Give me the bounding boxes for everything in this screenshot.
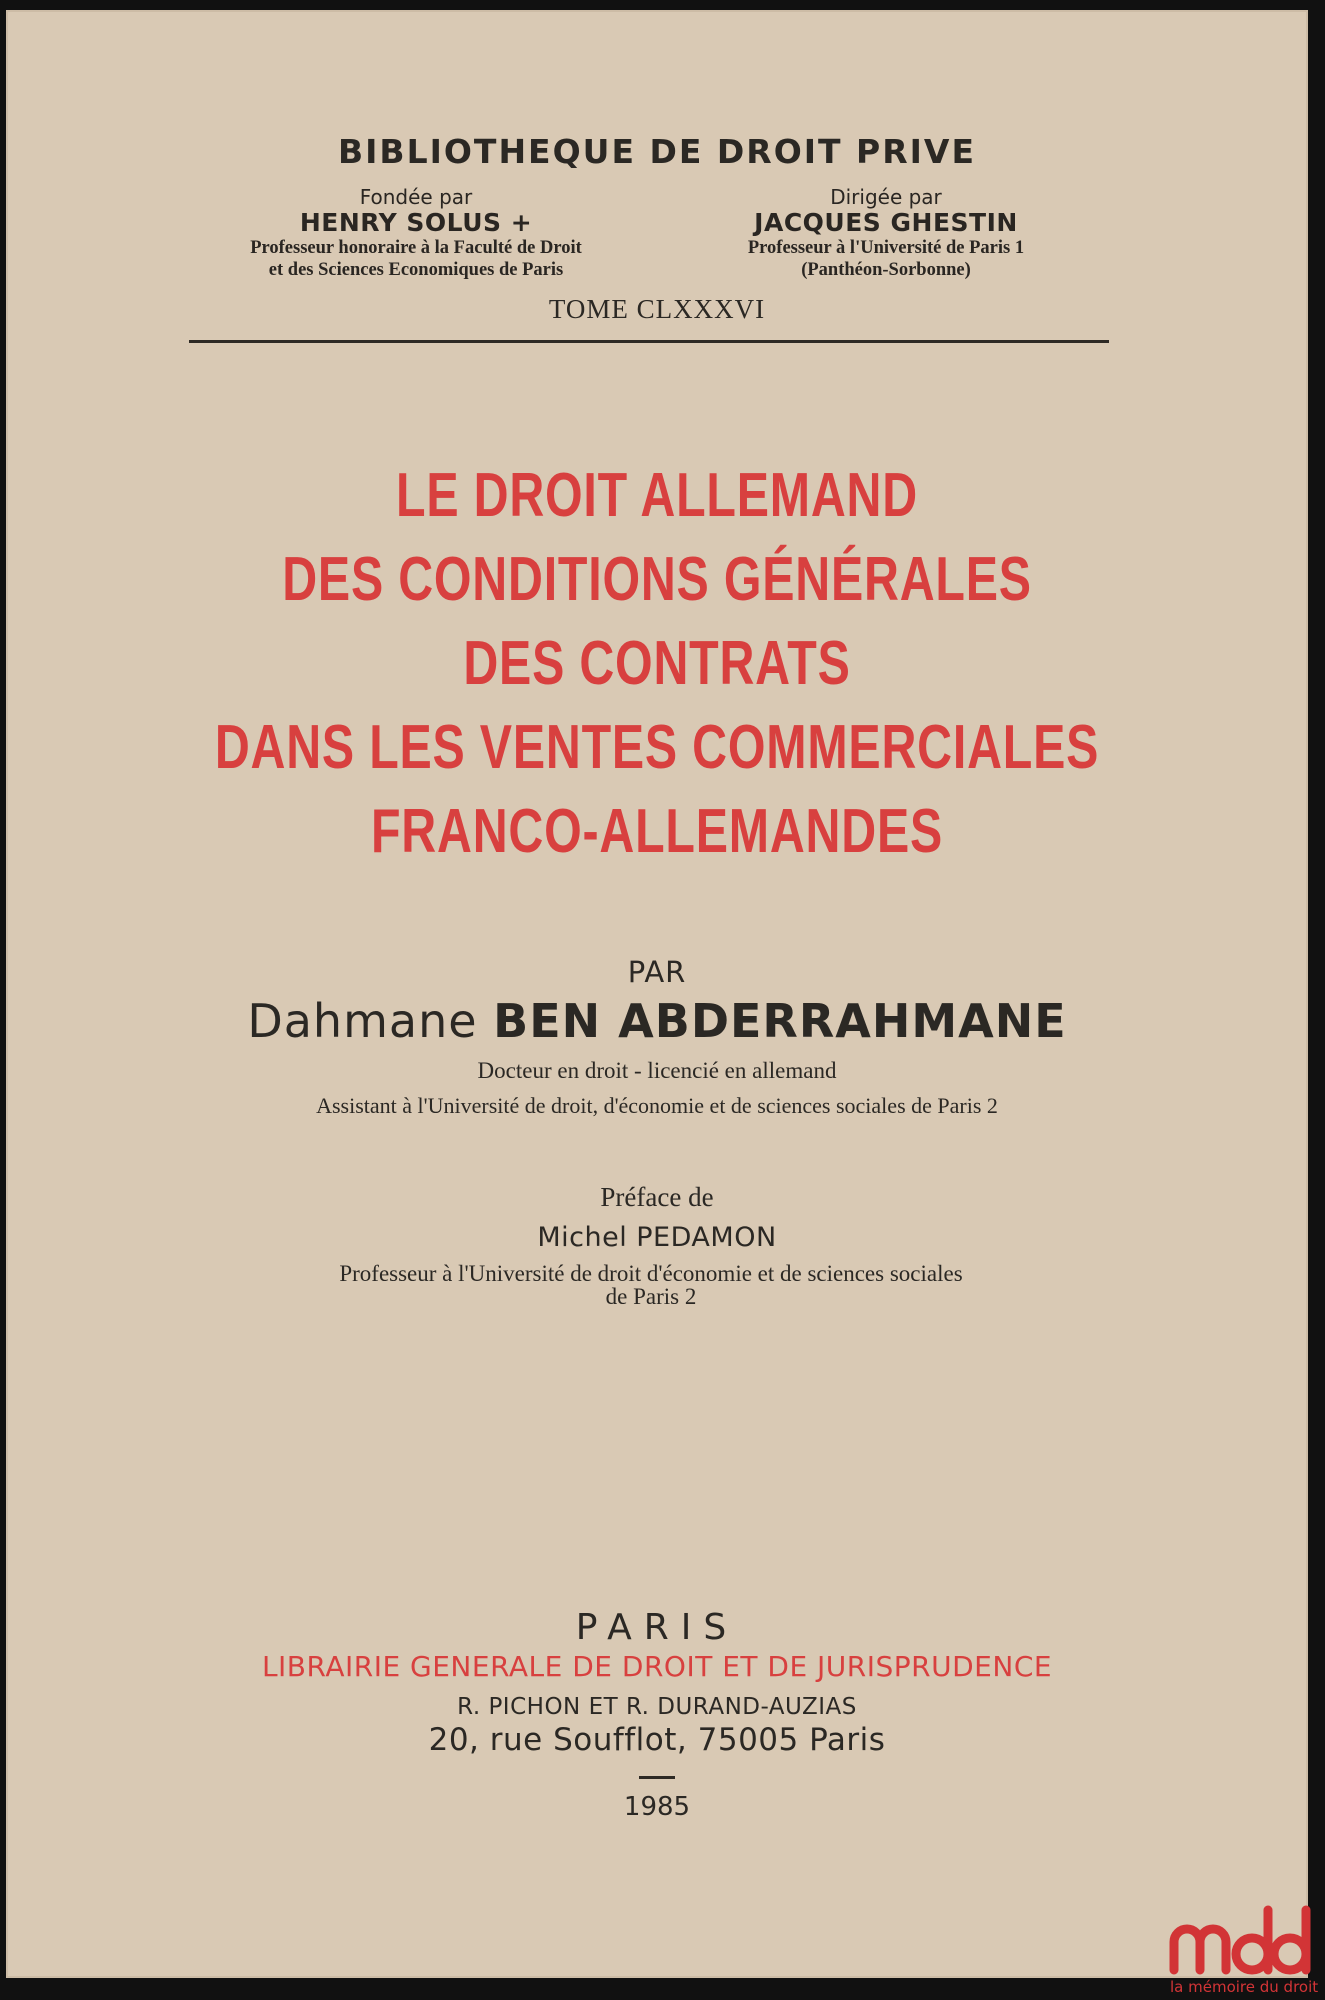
mdd-logo-icon xyxy=(1166,1890,1316,1990)
header-divider xyxy=(189,340,1109,343)
publisher-city: PARIS xyxy=(575,1607,739,1648)
founder-affiliation-line1: Professeur honoraire à la Faculté de Droit xyxy=(250,238,582,258)
author-name xyxy=(6,994,1308,1048)
series-title: BIBLIOTHEQUE DE DROIT PRIVE xyxy=(337,132,976,171)
book-title-line: FRANCO-ALLEMANDES xyxy=(370,797,944,866)
preface-affiliation-line1: Professeur à l'Université de droit d'économie et de sciences sociales xyxy=(339,1261,963,1286)
book-title-line: LE DROIT ALLEMAND xyxy=(396,461,918,530)
book-cover xyxy=(6,10,1308,1978)
watermark-caption: la mémoire du droit xyxy=(1170,1978,1319,1996)
director-name: JACQUES GHESTIN xyxy=(754,208,1018,237)
director-affiliation-line1: Professeur à l'Université de Paris 1 xyxy=(747,238,1025,258)
author-last-name: BEN ABDERRAHMANE xyxy=(493,994,1067,1048)
publisher-name: LIBRAIRIE GENERALE DE DROIT ET DE JURISPRUDENCE xyxy=(261,1650,1053,1683)
book-title xyxy=(149,454,1165,874)
founder-block xyxy=(166,185,666,281)
publisher-owners: R. PICHON ET R. DURAND-AUZIAS xyxy=(457,1694,857,1720)
preface-label: Préface de xyxy=(600,1182,714,1212)
preface-author: Michel PEDAMON xyxy=(537,1222,777,1253)
director-role: Dirigée par xyxy=(830,185,942,209)
book-title-line: DES CONDITIONS GÉNÉRALES xyxy=(282,545,1032,614)
publication-year: 1985 xyxy=(623,1792,691,1822)
founder-name: HENRY SOLUS + xyxy=(299,208,533,237)
preface-affiliation-line2: de Paris 2 xyxy=(605,1284,697,1309)
author-degree: Docteur en droit - licencié en allemand xyxy=(477,1058,837,1083)
book-title-line: DANS LES VENTES COMMERCIALES xyxy=(214,713,1100,782)
founder-affiliation-line2: et des Sciences Economiques de Paris xyxy=(268,260,564,280)
founder-role: Fondée par xyxy=(359,185,473,209)
author-first-name: Dahmane xyxy=(247,994,478,1048)
by-label: PAR xyxy=(627,955,687,989)
director-block xyxy=(686,185,1086,281)
director-affiliation-line2: (Panthéon-Sorbonne) xyxy=(801,260,971,280)
book-title-line: DES CONTRATS xyxy=(463,629,851,698)
author-position: Assistant à l'Université de droit, d'économie et de sciences sociales de Paris 2 xyxy=(316,1093,998,1118)
year-divider xyxy=(639,1776,675,1779)
publisher-address: 20, rue Soufflot, 75005 Paris xyxy=(428,1722,886,1758)
tome-number: TOME CLXXXVI xyxy=(548,294,766,324)
preface-affiliation xyxy=(211,1262,1091,1308)
